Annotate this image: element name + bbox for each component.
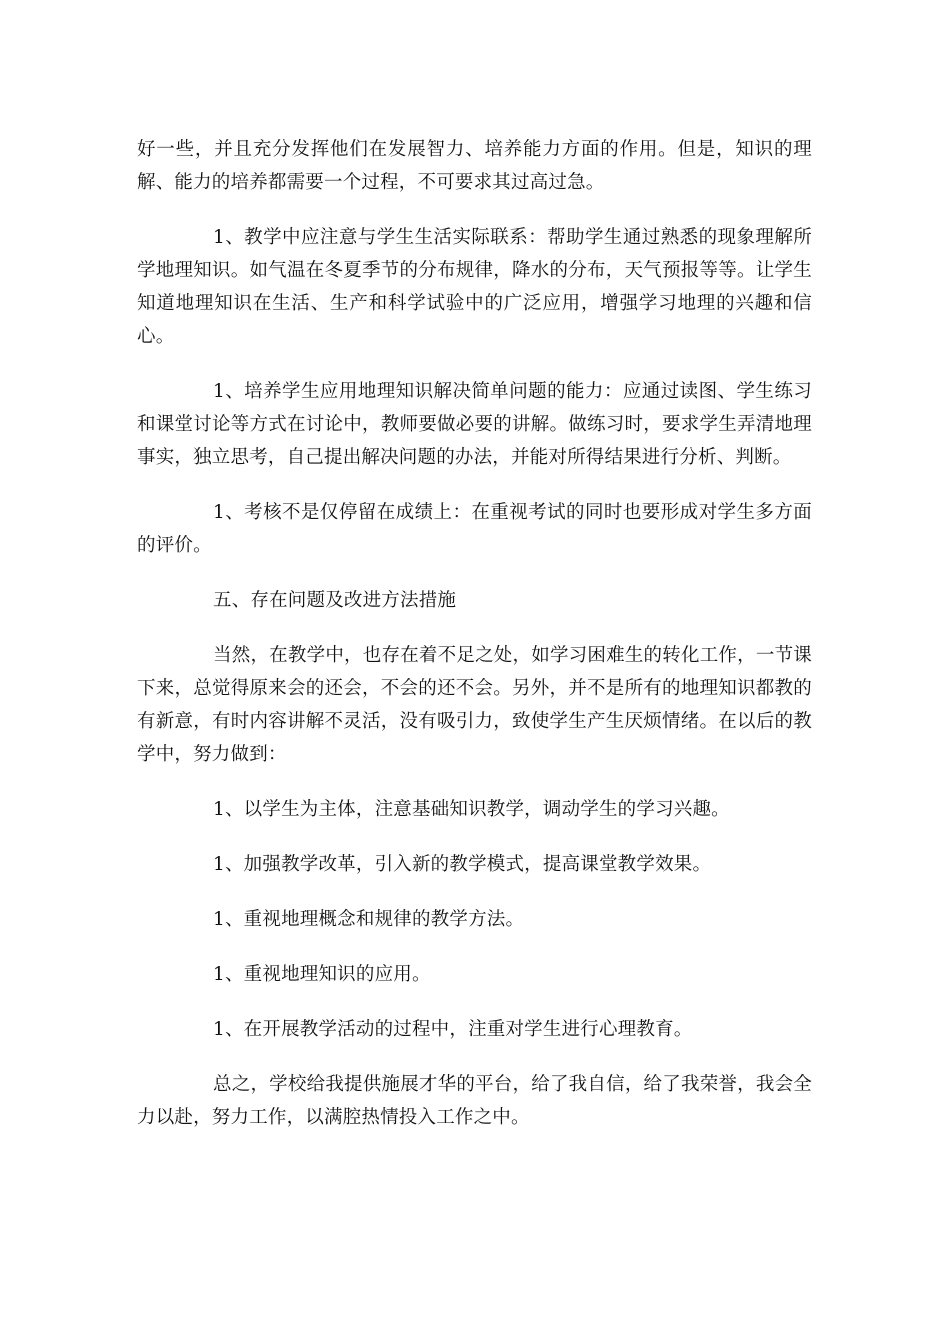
paragraph-shortcomings: 当然，在教学中，也存在着不足之处，如学习困难生的转化工作，一节课下来，总觉得原来会的还会，不会的还不会。另外，并不是所有的地理知识都教的有新意，有时内容讲解不灵活，没有吸引力，致使学生产生厌烦情绪。在以后的教学中，努力做到： xyxy=(137,645,812,765)
paragraph-conclusion: 总之，学校给我提供施展才华的平台，给了我自信，给了我荣誉，我会全力以赴，努力工作，以满腔热情投入工作之中。 xyxy=(137,1074,812,1128)
list-item-concepts-methods: 1、重视地理概念和规律的教学方法。 xyxy=(213,909,525,930)
document-body xyxy=(137,133,812,1156)
paragraph-continuation: 好一些，并且充分发挥他们在发展智力、培养能力方面的作用。但是，知识的理解、能力的培养都需要一个过程，不可要求其过高过急。 xyxy=(137,139,812,193)
list-item-psychological-education: 1、在开展教学活动的过程中，注重对学生进行心理教育。 xyxy=(213,1019,693,1040)
list-item-teaching-reform: 1、加强教学改革，引入新的教学模式，提高课堂教学效果。 xyxy=(213,854,712,875)
list-item-knowledge-application: 1、重视地理知识的应用。 xyxy=(213,964,431,985)
paragraph-daily-life-connection: 1、教学中应注意与学生生活实际联系：帮助学生通过熟悉的现象理解所学地理知识。如气温在冬夏季节的分布规律，降水的分布，天气预报等等。让学生知道地理知识在生活、生产和科学试验中的广泛应用，增强学习地理的兴趣和信心。 xyxy=(137,227,812,347)
paragraph-assessment: 1、考核不是仅停留在成绩上：在重视考试的同时也要形成对学生多方面的评价。 xyxy=(137,502,812,556)
section-heading-problems: 五、存在问题及改进方法措施 xyxy=(213,590,457,611)
list-item-student-centered: 1、以学生为主体，注意基础知识教学，调动学生的学习兴趣。 xyxy=(213,799,730,820)
paragraph-problem-solving-ability: 1、培养学生应用地理知识解决简单问题的能力：应通过读图、学生练习和课堂讨论等方式在讨论中，教师要做必要的讲解。做练习时，要求学生弄清地理事实，独立思考，自己提出解决问题的办法，并能对所得结果进行分析、判断。 xyxy=(137,381,812,468)
